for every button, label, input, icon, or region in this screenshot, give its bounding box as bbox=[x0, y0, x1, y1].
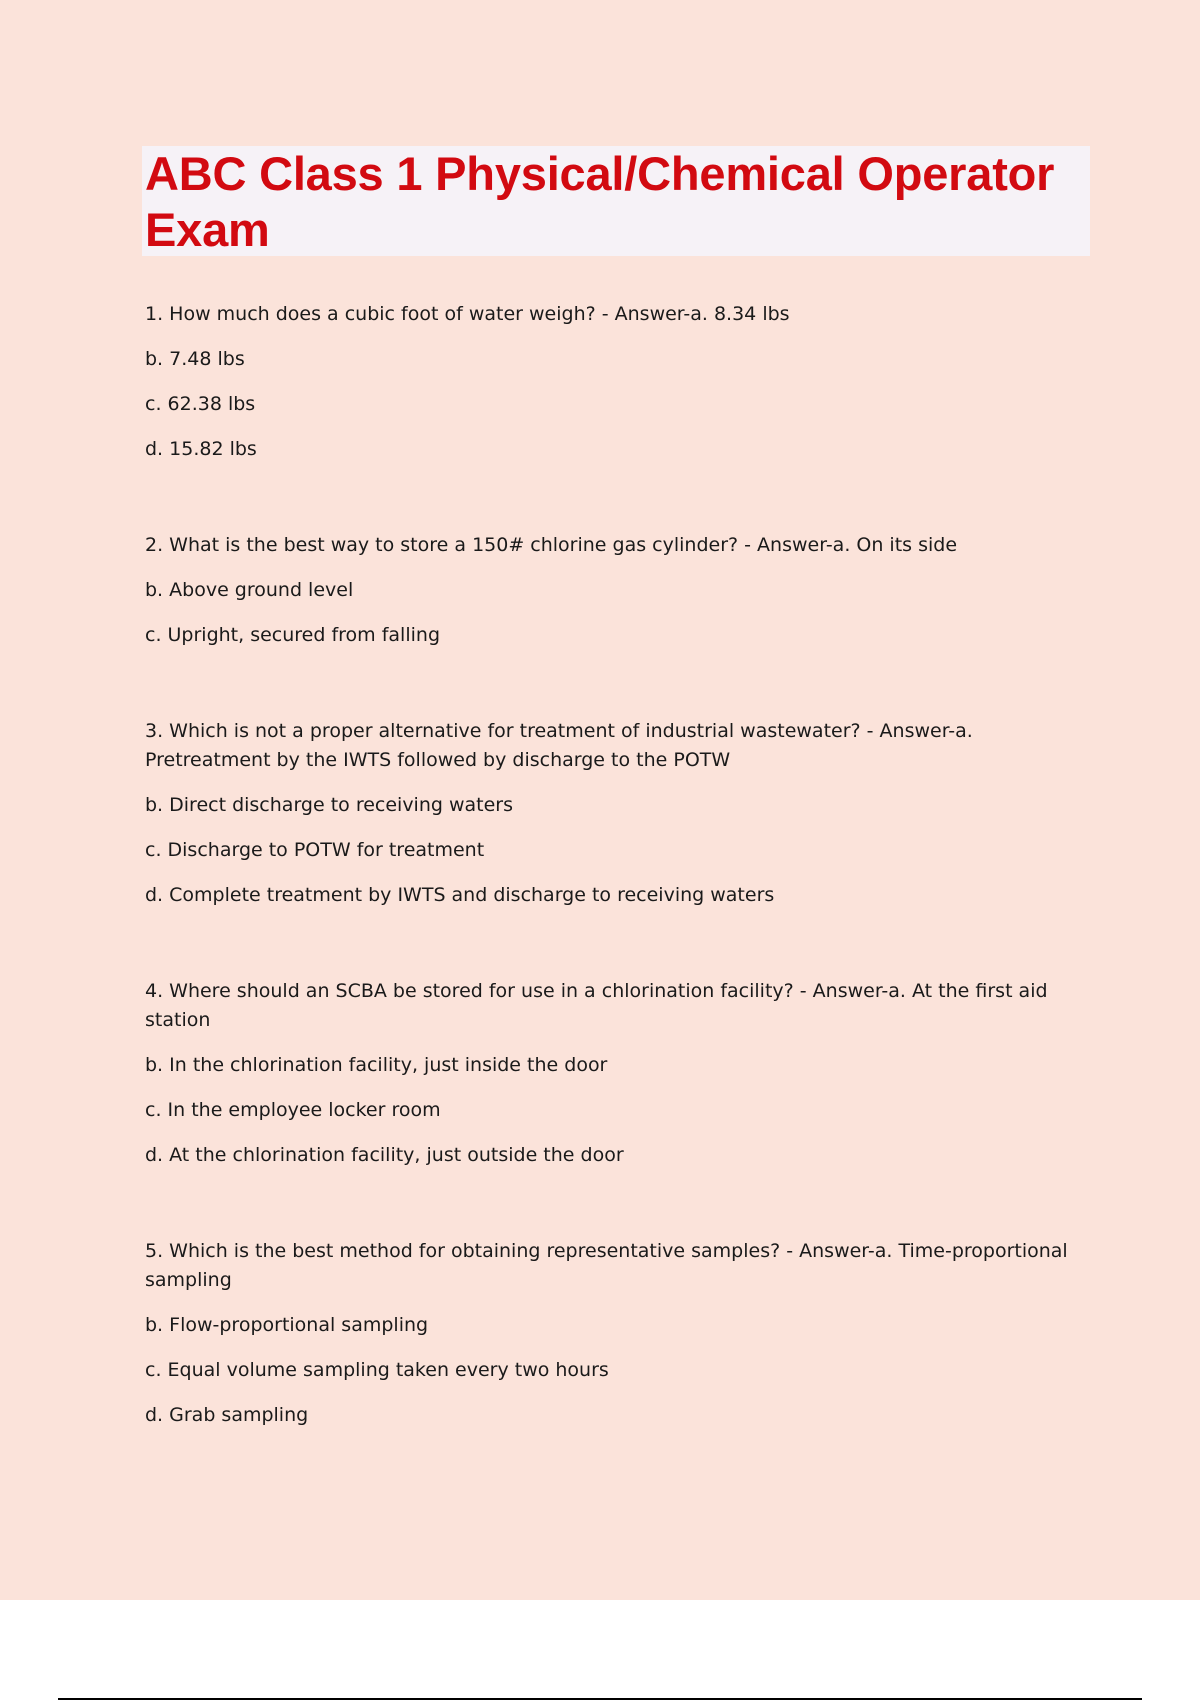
answer-option: b. Direct discharge to receiving waters bbox=[145, 794, 514, 816]
question-prompt: 5. Which is the best method for obtaining representative samples? - Answer-a. Time-proportional sampling bbox=[145, 1240, 1068, 1291]
question-prompt: 3. Which is not a proper alternative for treatment of industrial wastewater? - Answer-a. Pretreatment by the IWTS followed by discharge to the POTW bbox=[145, 720, 973, 771]
answer-option: c. Equal volume sampling taken every two hours bbox=[145, 1359, 609, 1381]
question-prompt: 1. How much does a cubic foot of water weigh? - Answer-a. 8.34 lbs bbox=[145, 303, 790, 325]
answer-option: b. Above ground level bbox=[145, 579, 354, 601]
question-1 bbox=[145, 300, 1090, 464]
document-title: ABC Class 1 Physical/Chemical Operator Exam bbox=[145, 147, 1055, 256]
answer-option: c. In the employee locker room bbox=[145, 1099, 441, 1121]
question-2 bbox=[145, 531, 1090, 650]
question-3 bbox=[145, 717, 1090, 910]
question-5 bbox=[145, 1237, 1090, 1430]
answer-option: d. 15.82 lbs bbox=[145, 438, 257, 460]
answer-option: c. 62.38 lbs bbox=[145, 393, 256, 415]
answer-option: b. In the chlorination facility, just inside the door bbox=[145, 1054, 608, 1076]
answer-option: b. 7.48 lbs bbox=[145, 348, 245, 370]
question-list bbox=[145, 300, 1090, 1497]
question-prompt: 2. What is the best way to store a 150# chlorine gas cylinder? - Answer-a. On its side bbox=[145, 534, 958, 556]
answer-option: b. Flow-proportional sampling bbox=[145, 1314, 429, 1336]
answer-option: d. At the chlorination facility, just outside the door bbox=[145, 1144, 624, 1166]
question-4 bbox=[145, 977, 1090, 1170]
title-banner bbox=[142, 146, 1090, 256]
answer-option: d. Complete treatment by IWTS and discharge to receiving waters bbox=[145, 884, 775, 906]
answer-option: c. Discharge to POTW for treatment bbox=[145, 839, 485, 861]
question-prompt: 4. Where should an SCBA be stored for use in a chlorination facility? - Answer-a. At the first aid station bbox=[145, 980, 1048, 1031]
answer-option: d. Grab sampling bbox=[145, 1404, 309, 1426]
answer-option: c. Upright, secured from falling bbox=[145, 624, 441, 646]
